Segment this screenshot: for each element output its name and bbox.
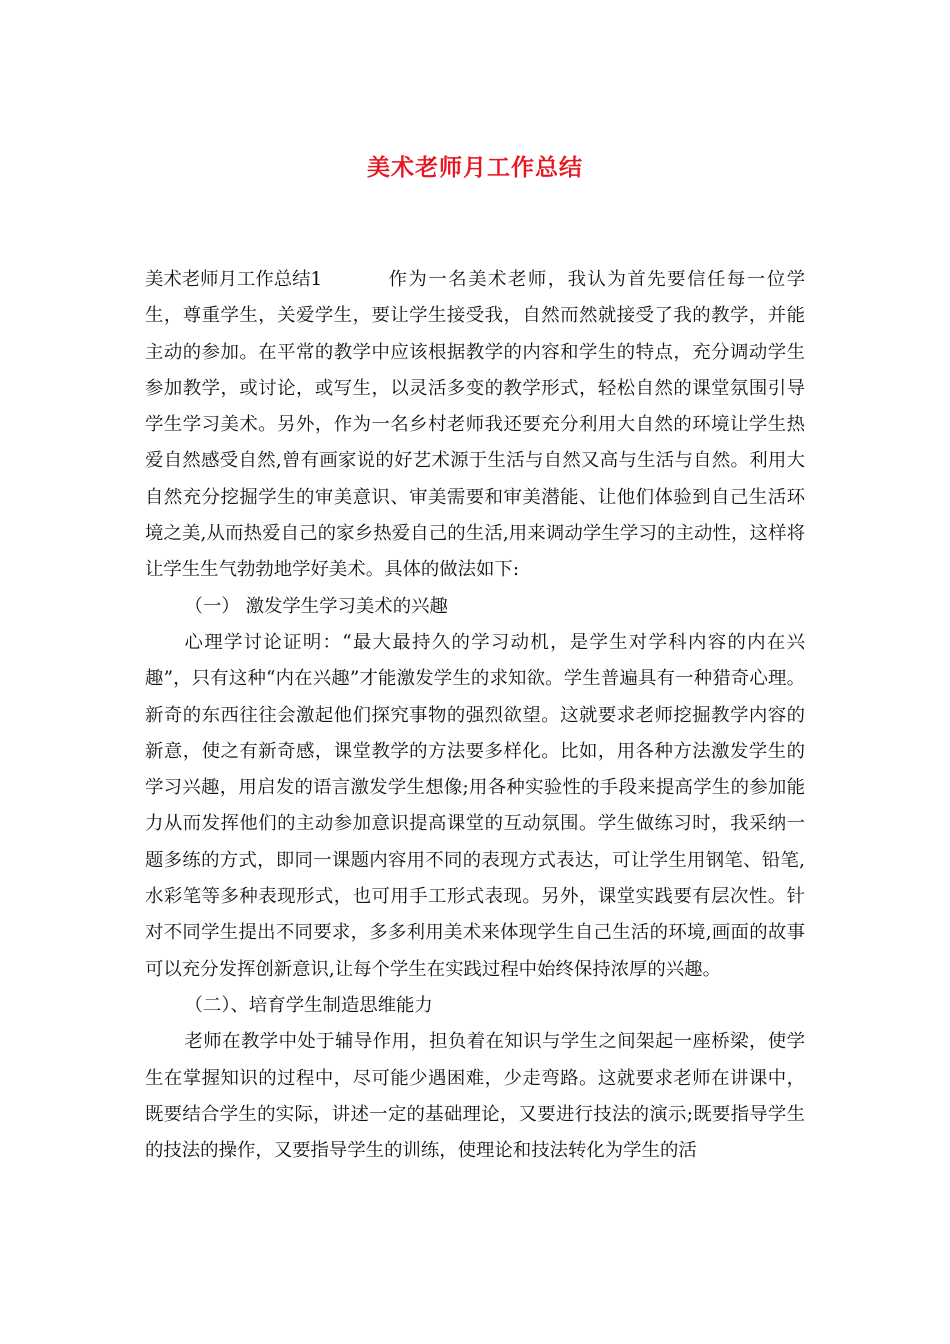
section-heading-2: （二）、培育学生制造思维能力	[184, 994, 433, 1016]
paragraph-3: 老师在教学中处于辅导作用，担负着在知识与学生之间架起一座桥梁，使学生在掌握知识的过程中，尽可能少遇困难，少走弯路。这就要求老师在讲课中，既要结合学生的实际，讲述一定的基础理论，又要进行技法的演示;既要指导学生的技法的操作，又要指导学生的训练，使理论和技法转化为学生的活	[145, 1031, 805, 1162]
intro-label: 美术老师月工作总结1	[145, 269, 323, 290]
paragraph-1-text: 作为一名美术老师，我认为首先要信任每一位学生，尊重学生，关爱学生，要让学生接受我，自然而然就接受了我的教学，并能主动的参加。在平常的教学中应该根据教学的内容和学生的特点，充分调动学生参加教学，或讨论，或写生，以灵活多变的教学形式，轻松自然的课堂氛围引导学生学习美术。另外，作为一名乡村老师我还要充分利用大自然的环境让学生热爱自然感受自然,曾有画家说的好艺术源于生活与自然又高与生活与自然。利用大自然充分挖掘学生的审美意识、审美需要和审美潜能、让他们体验到自己生活环境之美,从而热爱自己的家乡热爱自己的生活,用来调动学生学习的主动性，这样将让学生生气勃勃地学好美术。具体的做法如下:	[145, 269, 805, 581]
section-heading-1: （一） 激发学生学习美术的兴趣	[184, 595, 448, 617]
paragraph-2: 心理学讨论证明：“最大最持久的学习动机，是学生对学科内容的内在兴趣”，只有这种“内在兴趣”才能激发学生的求知欲。学生普遍具有一种猎奇心理。新奇的东西往往会激起他们探究事物的强烈欲望。这就要求老师挖掘教学内容的新意，使之有新奇感，课堂教学的方法要多样化。比如，用各种方法激发学生的学习兴趣，用启发的语言激发学生想像;用各种实验性的手段来提高学生的参加能力从而发挥他们的主动参加意识提高课堂的互动氛围。学生做练习时，我采纳一题多练的方式，即同一课题内容用不同的表现方式表达，可让学生用钢笔、铅笔,水彩笔等多种表现形式，也可用手工形式表现。另外，课堂实践要有层次性。针对不同学生提出不同要求，多多利用美术来体现学生自己生活的环境,画面的故事可以充分发挥创新意识,让每个学生在实践过程中始终保持浓厚的兴趣。	[145, 631, 805, 980]
document-body	[145, 262, 805, 1169]
paragraph-intro	[145, 262, 805, 589]
document-title: 美术老师月工作总结	[367, 155, 583, 181]
